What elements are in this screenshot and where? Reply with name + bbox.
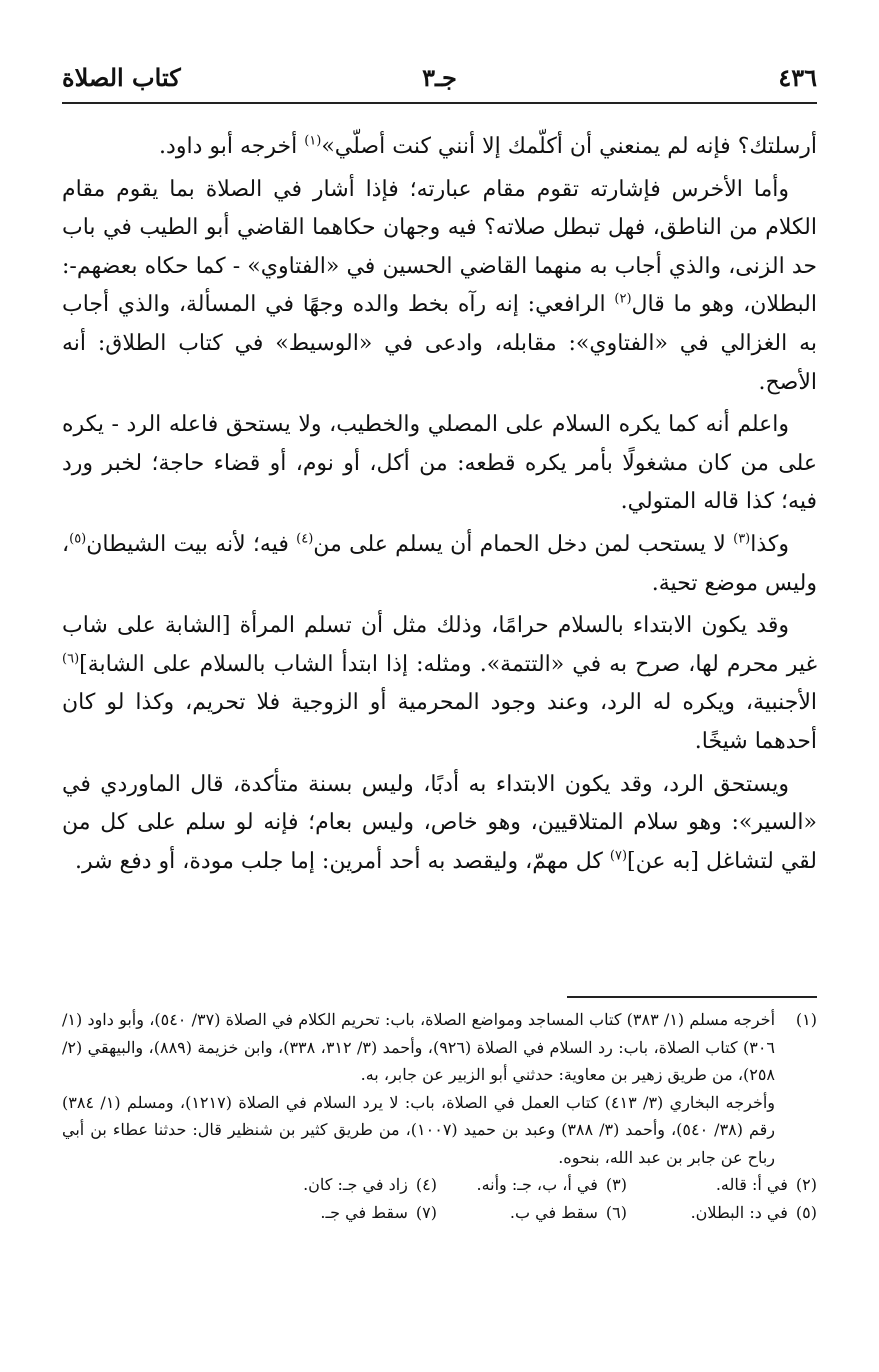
footnote-4: (٤)زاد في جـ: كان. [303, 1175, 437, 1194]
footnote-ref[interactable]: (٣) [733, 531, 751, 547]
page-header [62, 58, 817, 98]
footnote-2: (٢)في أ: قاله. [715, 1175, 817, 1194]
footnote-ref[interactable]: (٦) [62, 651, 80, 667]
paragraph: أرسلتك؟ فإنه لم يمنعني أن أكلّمك إلا أنني كنت أصلّي»$^{(١)}$ أخرجه أبو داود. [159, 133, 817, 159]
footnote-5: (٥)في د: البطلان. [690, 1202, 817, 1222]
footnote-ref[interactable]: (٢) [614, 292, 632, 308]
footnote-text: أخرجه مسلم (١/ ٣٨٣) كتاب المساجد ومواضع الصلاة، باب: تحريم الكلام في الصلاة (٣٧/ ٥٤٠)، وأبو داود (١/ ٣٠٦) كتاب الصلاة، باب: رد السلام في الصلاة (٩٢٦)، وأحمد (٣/ ٣١٢، ٣٣٨)، وابن خزيمة (٨٨٩)، والبيهقي (٢/ ٢٥٨)، من طريق زهير بن معاوية: حدثني أبو الزبير عن جابر، به. [62, 1010, 776, 1084]
footnote-3: (٣)في أ، ب، جـ: وأنه. [476, 1175, 627, 1194]
footnote-text: وأخرجه البخاري (٣/ ٤١٣) كتاب العمل في الصلاة، باب: لا يرد السلام في الصلاة (١٢١٧)، ومسلم (١/ ٣٨٤) رقم (٣٨/ ٥٤٠)، وأحمد (٣/ ٣٨٨) وعبد بن حميد (١٠٠٧)، من طريق كثير بن شنظير قال: حدثنا عطاء بن أبي رباح عن جابر بن عبد الله، بنحوه. [62, 1092, 776, 1167]
paragraph: وأما الأخرس فإشارته تقوم مقام عبارته؛ فإذا أشار في الصلاة بما يقوم مقام الكلام من الناطق، فهل تبطل صلاته؟ فيه وجهان حكاهما القاضي أبو الطيب في باب حد الزنى، والذي أجاب به منهما القاضي الحسين في «الفتاوي» - كما حكاه بعضهم-: البطلان، وهو ما قال$^{(٢)}$ الرافعي: إنه رآه بخط والده وجهًا في المسألة، والذي أجاب به الغزالي في «الفتاوي»: مقابله، وادعى في «الوسيط» في كتاب الطلاق: أنه الأصح. [62, 176, 818, 395]
paragraph: ويستحق الرد، وقد يكون الابتداء به أدبًا، وليس بسنة متأكدة، قال الماوردي في «السير»: وهو سلام المتلاقيين، وهو خاص، وليس بعام؛ فإنه لو سلم على كل من لقي لتشاغل [به عن]$^{(٧)}$ كل مهمّ، وليقصد به أحد أمرين: إما جلب مودة، أو دفع شر. [62, 771, 817, 874]
header-divider [62, 102, 817, 104]
footnote-7: (٧)سقط في جـ. [320, 1202, 437, 1222]
footnote-1 [62, 1006, 817, 1171]
footnote-row [62, 1171, 817, 1199]
footnote-ref[interactable]: (٤) [296, 531, 314, 547]
footnote-6: (٦)سقط في ب. [509, 1202, 627, 1222]
footnote-row [62, 1199, 817, 1227]
paragraph: وكذا$^{(٣)}$ لا يستحب لمن دخل الحمام أن يسلم على من$^{(٤)}$ فيه؛ لأنه بيت الشيطان$^{(٥)}$، وليس موضع تحية. [62, 531, 817, 596]
footnote-ref[interactable]: (٥) [69, 531, 87, 547]
footnote-ref[interactable]: (١) [304, 133, 322, 149]
paragraph: واعلم أنه كما يكره السلام على المصلي والخطيب، ولا يستحق فاعله الرد - يكره على من كان مشغولًا بأمر يكره قطعه: من أكل، أو نوم، أو قضاء حاجة؛ لخبر ورد فيه؛ كذا قاله المتولي. [62, 412, 817, 515]
footnote-ref[interactable]: (٧) [609, 848, 628, 864]
footnote-number: (١) [795, 1010, 817, 1029]
page-number: ٤٣٦ [778, 63, 817, 92]
footnote-divider [567, 996, 817, 998]
chapter-title: كتاب الصلاة [62, 63, 181, 92]
main-text [62, 128, 817, 885]
paragraph: وقد يكون الابتداء بالسلام حرامًا، وذلك مثل أن تسلم المرأة [الشابة على شاب غير محرم لها، صرح به في «التتمة». ومثله: إذا ابتدأ الشاب بالسلام على الشابة]$^{(٦)}$ الأجنبية، ويكره له الرد، وعند وجود المحرمية أو الزوجية فلا تحريم، وكذا لو كان أحدهما شيخًا. [62, 613, 817, 754]
volume-label: جـ٣ [422, 63, 457, 92]
footnotes [62, 1006, 817, 1226]
